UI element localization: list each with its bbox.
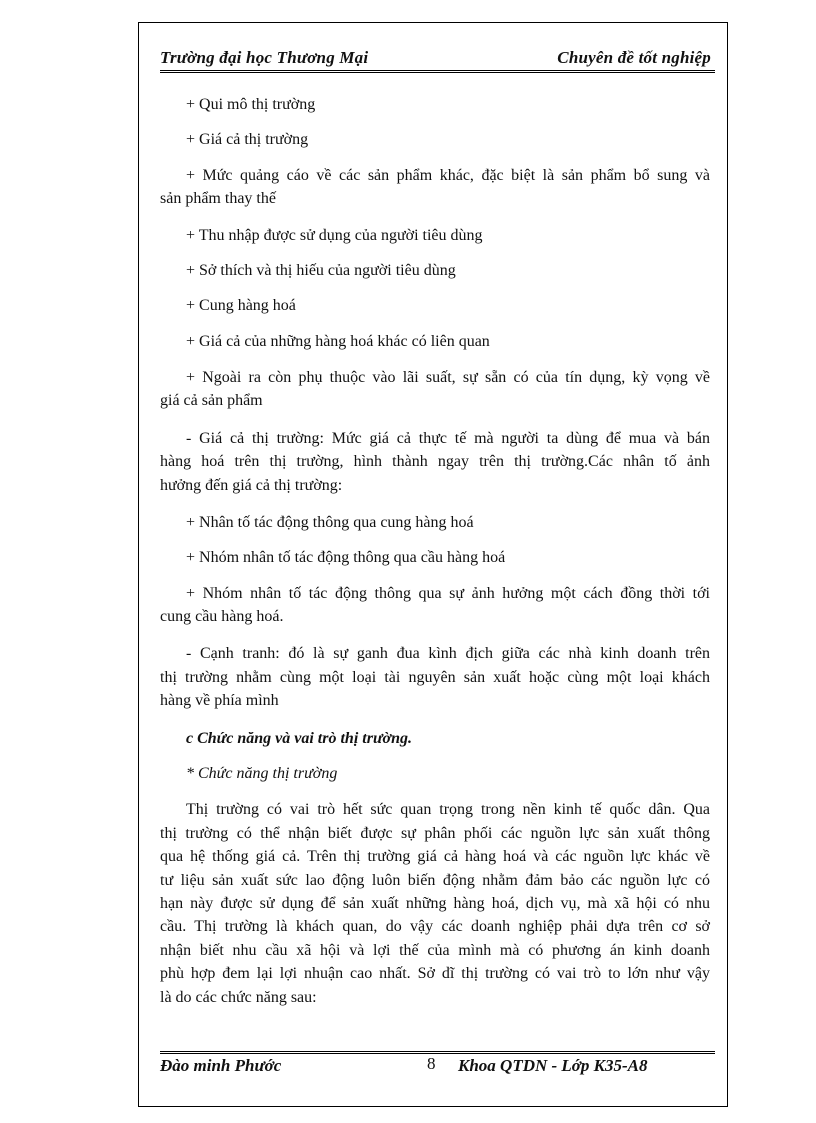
page-number: 8 <box>427 1054 436 1073</box>
text-line: + Giá cả thị trường <box>186 131 309 148</box>
text-line: - Giá cả thị trường: Mức giá cả thực tế mà người ta dùng để mua và bán <box>186 430 710 447</box>
header-divider <box>160 70 715 75</box>
text-line: thị trường nhằm cùng một loại tài nguyên sản xuất hoặc cùng một loại khách <box>160 669 710 686</box>
text-line: nhận biết nhu cầu xã hội và lợi thế của mình mà có phương án kinh doanh <box>160 942 710 959</box>
footer-class-info: Khoa QTDN - Lớp K35-A8 <box>458 1056 648 1075</box>
text-line: cầu. Thị trường là khách quan, do vậy các doanh nghiệp phải dựa trên cơ sở <box>160 918 710 935</box>
text-line: + Nhóm nhân tố tác động thông qua cầu hàng hoá <box>186 549 506 566</box>
text-line: sản phẩm thay thế <box>160 190 276 207</box>
text-line: + Qui mô thị trường <box>186 96 316 113</box>
text-line: Thị trường có vai trò hết sức quan trọng trong nền kinh tế quốc dân. Qua <box>186 801 710 818</box>
text-line: hưởng đến giá cả thị trường: <box>160 477 343 494</box>
text-line: hạn này được sử dụng để sản xuất những hàng hoá, dịch vụ, mà xã hội có nhu <box>160 895 710 912</box>
text-line: hàng hoá trên thị trường, hình thành ngay trên thị trường.Các nhân tố ảnh <box>160 453 710 470</box>
footer-author: Đào minh Phước <box>160 1056 282 1075</box>
text-line: phù hợp đem lại lợi nhuận cao nhất. Sở dĩ thị trường có vai trò to lớn như vậy <box>160 965 710 982</box>
text-line: + Sở thích và thị hiếu của người tiêu dùng <box>186 262 456 279</box>
text-line: thị trường có thể nhận biết được sự phân phối các nguồn lực sản xuất thông <box>160 825 710 842</box>
subsection-heading: * Chức năng thị trường <box>186 765 338 782</box>
text-line: + Mức quảng cáo về các sản phẩm khác, đặc biệt là sản phẩm bổ sung và <box>186 167 710 184</box>
text-line: qua hệ thống giá cả. Trên thị trường giá cả hàng hoá và các nguồn lực khác về <box>160 848 710 865</box>
text-line: cung cầu hàng hoá. <box>160 608 284 625</box>
text-line: + Ngoài ra còn phụ thuộc vào lãi suất, sự sẵn có của tín dụng, kỳ vọng về <box>186 369 710 386</box>
header-doc-type: Chuyên đề tốt nghiệp <box>557 48 711 67</box>
text-line: + Nhóm nhân tố tác động thông qua sự ảnh hưởng một cách đồng thời tới <box>186 585 710 602</box>
text-line: giá cả sản phẩm <box>160 392 263 409</box>
text-line: + Nhân tố tác động thông qua cung hàng hoá <box>186 514 474 531</box>
text-line: - Cạnh tranh: đó là sự ganh đua kình địch giữa các nhà kinh doanh trên <box>186 645 710 662</box>
text-line: hàng về phía mình <box>160 692 279 709</box>
text-line: + Giá cả của những hàng hoá khác có liên quan <box>186 333 490 350</box>
text-line: + Thu nhập được sử dụng của người tiêu dùng <box>186 227 483 244</box>
section-heading: c Chức năng và vai trò thị trường. <box>186 730 413 747</box>
text-line: tư liệu sản xuất sức lao động luôn biến động nhằm đảm bảo các nguồn lực có <box>160 872 710 889</box>
text-line: + Cung hàng hoá <box>186 297 296 314</box>
header-school: Trường đại học Thương Mại <box>160 48 369 67</box>
text-line: là do các chức năng sau: <box>160 989 317 1006</box>
